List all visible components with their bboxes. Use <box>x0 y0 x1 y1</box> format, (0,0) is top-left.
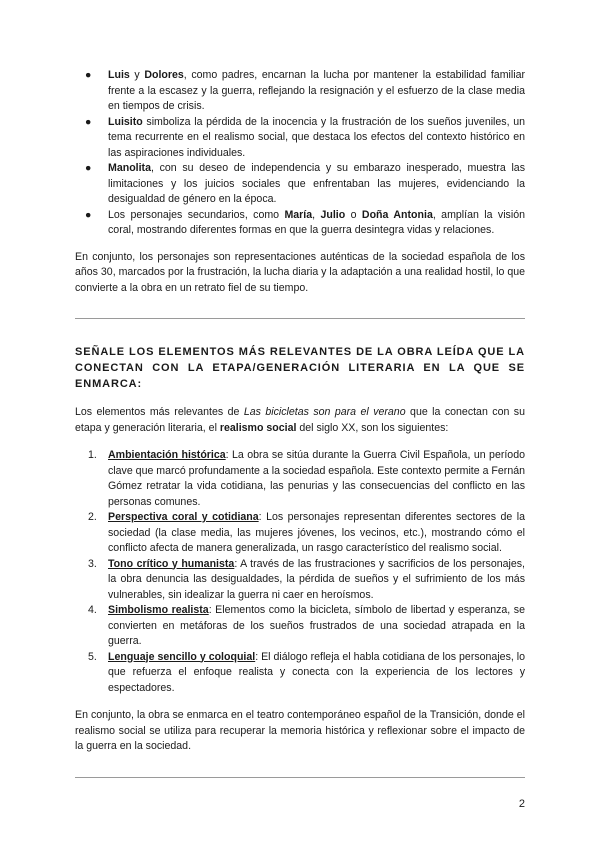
character-name: Manolita <box>108 162 151 174</box>
bullet-text: simboliza la pérdida de la inocencia y la frustración de los sueños juveniles, un tema recurrente en el realismo social, que destaca los efectos del contexto histórico en las aspiraciones individuales. <box>108 115 525 159</box>
element-list-item <box>75 557 525 604</box>
work-title: Las bicicletas son para el verano <box>243 406 406 418</box>
bullet-dot-icon: ● <box>85 115 92 128</box>
element-title: Lenguaje sencillo y coloquial <box>108 650 256 663</box>
element-description: : Elementos como la bicicleta, símbolo de libertad y esperanza, se convierten en metáforas de los sueños frustrados de una sociedad atrapada en la guerra. <box>108 604 525 647</box>
list-number: 3. <box>88 557 97 570</box>
movement-name: realismo social <box>219 421 297 434</box>
character-name: Julio <box>320 208 346 221</box>
characters-conclusion: En conjunto, los personajes son representaciones auténticas de la sociedad española de los años 30, marcados por la frustración, la lucha diaria y la adaptación a una realidad hostil, lo que convierte a la obra en un retrato fiel de su tiempo. <box>75 250 525 294</box>
character-name: María <box>284 208 313 221</box>
elements-list <box>75 448 525 696</box>
element-description: : La obra se sitúa durante la Guerra Civil Española, un período clave que marcó profundamente a la sociedad española. Este contexto permite a Fernán Gómez retratar la vida cotidiana, las penurias y las consecuencias del conflicto en las personas comunes. <box>108 449 525 508</box>
bullet-text: , como padres, encarnan la lucha por mantener la estabilidad familiar frente a la escasez y la guerra, reflejando la resignación y el esfuerzo de la clase media en tiempos de crisis. <box>108 69 526 112</box>
lead-text: que la conectan con su etapa y generación literaria, el <box>75 406 525 434</box>
final-conclusion: En conjunto, la obra se enmarca en el teatro contemporáneo español de la Transición, donde el realismo social se utiliza para recuperar la memoria histórica y reflexionar sobre el impacto de la guerra en la sociedad. <box>75 709 525 752</box>
element-title: Tono crítico y humanista <box>108 557 235 570</box>
list-number: 4. <box>88 604 97 616</box>
bullet-dot-icon: ● <box>85 162 92 174</box>
lead-text: Los elementos más relevantes de <box>75 406 244 418</box>
element-description: : El diálogo refleja el habla cotidiana de los personajes, lo que refuerza el enfoque realista y conecta con la experiencia de los lectores y espectadores. <box>108 650 526 694</box>
element-list-item <box>75 448 525 510</box>
bullet-text: o <box>345 208 362 221</box>
character-bullet-item <box>75 208 525 239</box>
bullet-text: , <box>312 208 321 221</box>
section-divider <box>75 318 525 319</box>
character-name: Doña Antonia <box>361 208 433 221</box>
lead-text: del siglo XX, son los siguientes: <box>296 421 449 434</box>
element-description: : Los personajes representan diferentes sectores de la sociedad (la clase media, las mujeres jóvenes, los vecinos, etc.), mostrando cómo el conflicto afecta de manera generalizada, un rasgo característico del realismo social. <box>108 511 525 554</box>
character-name: Dolores <box>144 69 184 81</box>
character-bullet-item <box>75 115 525 162</box>
element-description: : A través de las frustraciones y sacrificios de los personajes, la obra denuncia las desigualdades, la pérdida de sueños y el sufrimiento de los más vulnerables, sin idealizar la guerra ni caer en heroísmos. <box>108 557 525 601</box>
bullet-dot-icon: ● <box>85 69 92 81</box>
bullet-text: , amplían la visión coral, mostrando diferentes formas en que la guerra desintegra vidas y relaciones. <box>108 208 525 236</box>
section-heading: SEÑALE LOS ELEMENTOS MÁS RELEVANTES DE LA OBRA LEÍDA QUE LA CONECTAN CON LA ETAPA/GENERACIÓN LITERARIA EN LA QUE SE ENMARCA: <box>75 346 525 390</box>
bullet-text: y <box>129 69 145 81</box>
list-number: 2. <box>88 511 97 523</box>
page-number: 2 <box>518 798 525 810</box>
end-divider <box>75 777 525 778</box>
bullet-text: Los personajes secundarios, como <box>108 208 285 221</box>
character-bullet-item <box>75 68 525 115</box>
character-name: Luis <box>108 69 130 81</box>
list-number: 5. <box>88 650 97 663</box>
bullet-dot-icon: ● <box>85 208 92 221</box>
element-title: Perspectiva coral y cotidiana <box>108 511 259 523</box>
character-list <box>75 68 525 239</box>
list-number: 1. <box>88 449 97 461</box>
element-list-item <box>75 510 525 557</box>
bullet-text: , con su deseo de independencia y su embarazo inesperado, muestra las limitaciones y los juicios sociales que enfrentaban las mujeres, evidenciando la desigualdad de género en la época. <box>108 162 525 205</box>
character-name: Luisito <box>108 115 143 128</box>
element-title: Simbolismo realista <box>108 604 209 616</box>
section-lead-paragraph <box>75 405 525 436</box>
element-list-item <box>75 603 525 650</box>
document-page <box>75 68 525 778</box>
element-list-item <box>75 650 525 697</box>
character-bullet-item <box>75 161 525 208</box>
element-title: Ambientación histórica <box>108 449 226 461</box>
